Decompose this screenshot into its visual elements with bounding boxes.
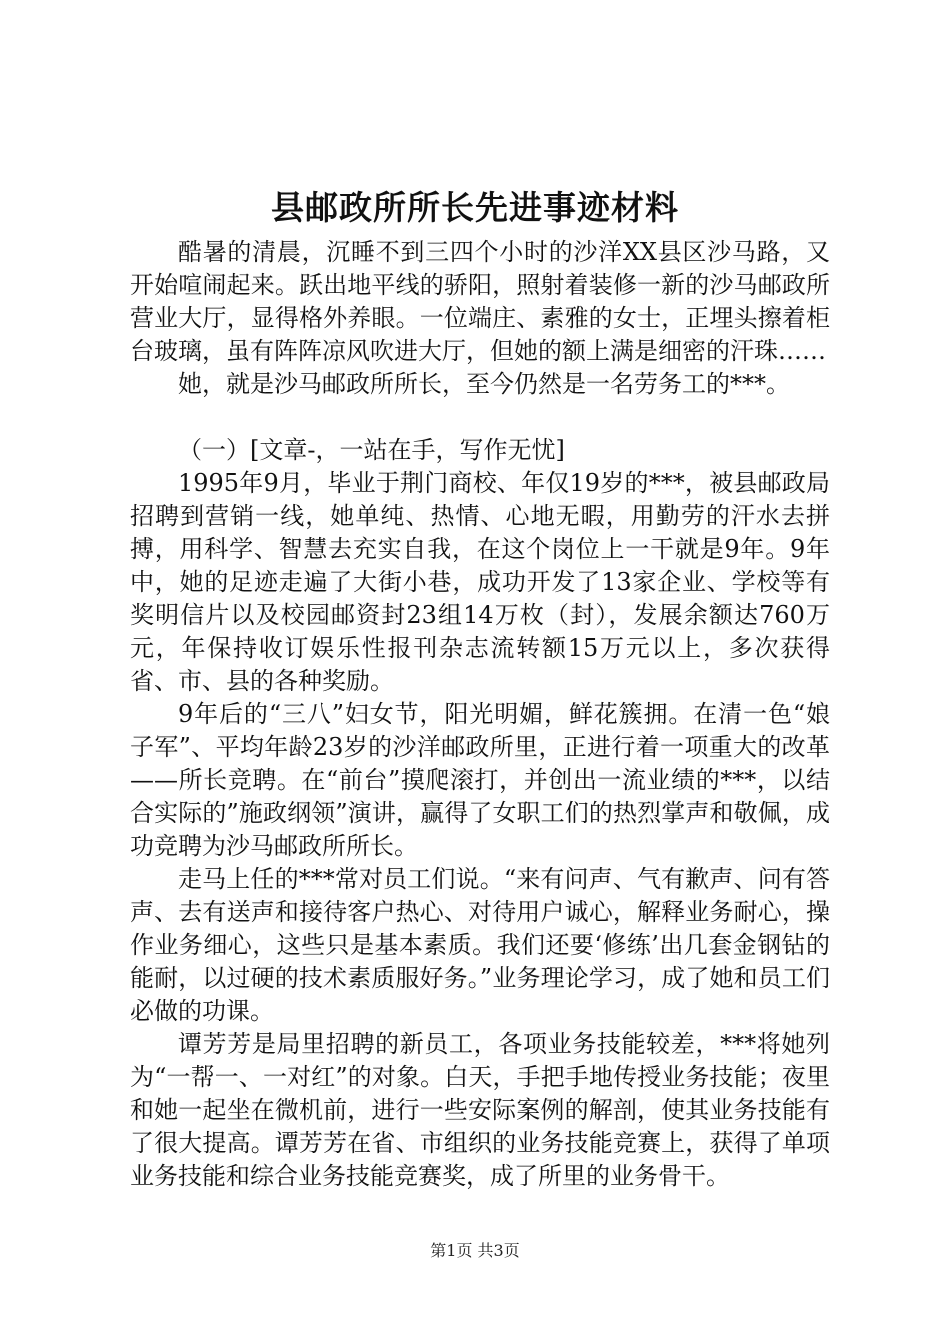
paragraph-career: 1995年9月，毕业于荆门商校、年仅19岁的***，被县邮政局招聘到营销一线，她单纯、热情、心地无暇，用勤劳的汗水去拼搏，用科学、智慧去充实自我，在这个岗位上一干就是9年。9年中，她的足迹走遍了大街小巷，成功开发了13家企业、学校等有奖明信片以及校园邮资封23组14万枚（封），发展余额达760万元，年保持收订娱乐性报刊杂志流转额15万元以上，多次获得省、市、县的各种奖励。 [130,469,830,695]
paragraph-service: 走马上任的***常对员工们说。“来有问声、气有歉声、问有答声、去有送声和接待客户热心、对待用户诚心，解释业务耐心，操作业务细心，这些只是基本素质。我们还要‘修练’出几套金钢钻的能耐，以过硬的技术素质服好务。”业务理论学习，成了她和员工们必做的功课。 [130,865,830,1025]
document-title: 县邮政所所长先进事迹材料 [271,188,679,227]
paragraph-mentoring: 谭芳芳是局里招聘的新员工，各项业务技能较差，***将她列为“一帮一、一对红”的对象。白天，手把手地传授业务技能；夜里和她一起坐在微机前，进行一些安际案例的解剖，使其业务技能有了很大提高。谭芳芳在省、市组织的业务技能竞赛上，获得了单项业务技能和综合业务技能竞赛奖，成了所里的业务骨干。 [130,1030,830,1190]
page-footer: 第1页 共3页 [430,1241,520,1260]
paragraph-election: 9年后的“三八”妇女节，阳光明媚，鲜花簇拥。在清一色“娘子军”、平均年龄23岁的沙洋邮政所里，正进行着一项重大的改革——所长竞聘。在“前台”摸爬滚打，并创出一流业绩的***，以结合实际的”施政纲领”演讲，赢得了女职工们的热烈掌声和敬佩，成功竞聘为沙马邮政所所长。 [130,700,830,860]
paragraph-identity: 她，就是沙马邮政所所长，至今仍然是一名劳务工的***。 [178,370,790,398]
section-heading: （一）[文章-，一站在手，写作无忧] [178,436,565,464]
document-body [130,236,830,1193]
paragraph-intro: 酷暑的清晨，沉睡不到三四个小时的沙洋XX县区沙马路，又开始喧闹起来。跃出地平线的骄阳，照射着装修一新的沙马邮政所营业大厅，显得格外养眼。一位端庄、素雅的女士，正埋头擦着柜台玻璃，虽有阵阵凉风吹进大厅，但她的额上满是细密的汗珠…… [130,238,830,365]
